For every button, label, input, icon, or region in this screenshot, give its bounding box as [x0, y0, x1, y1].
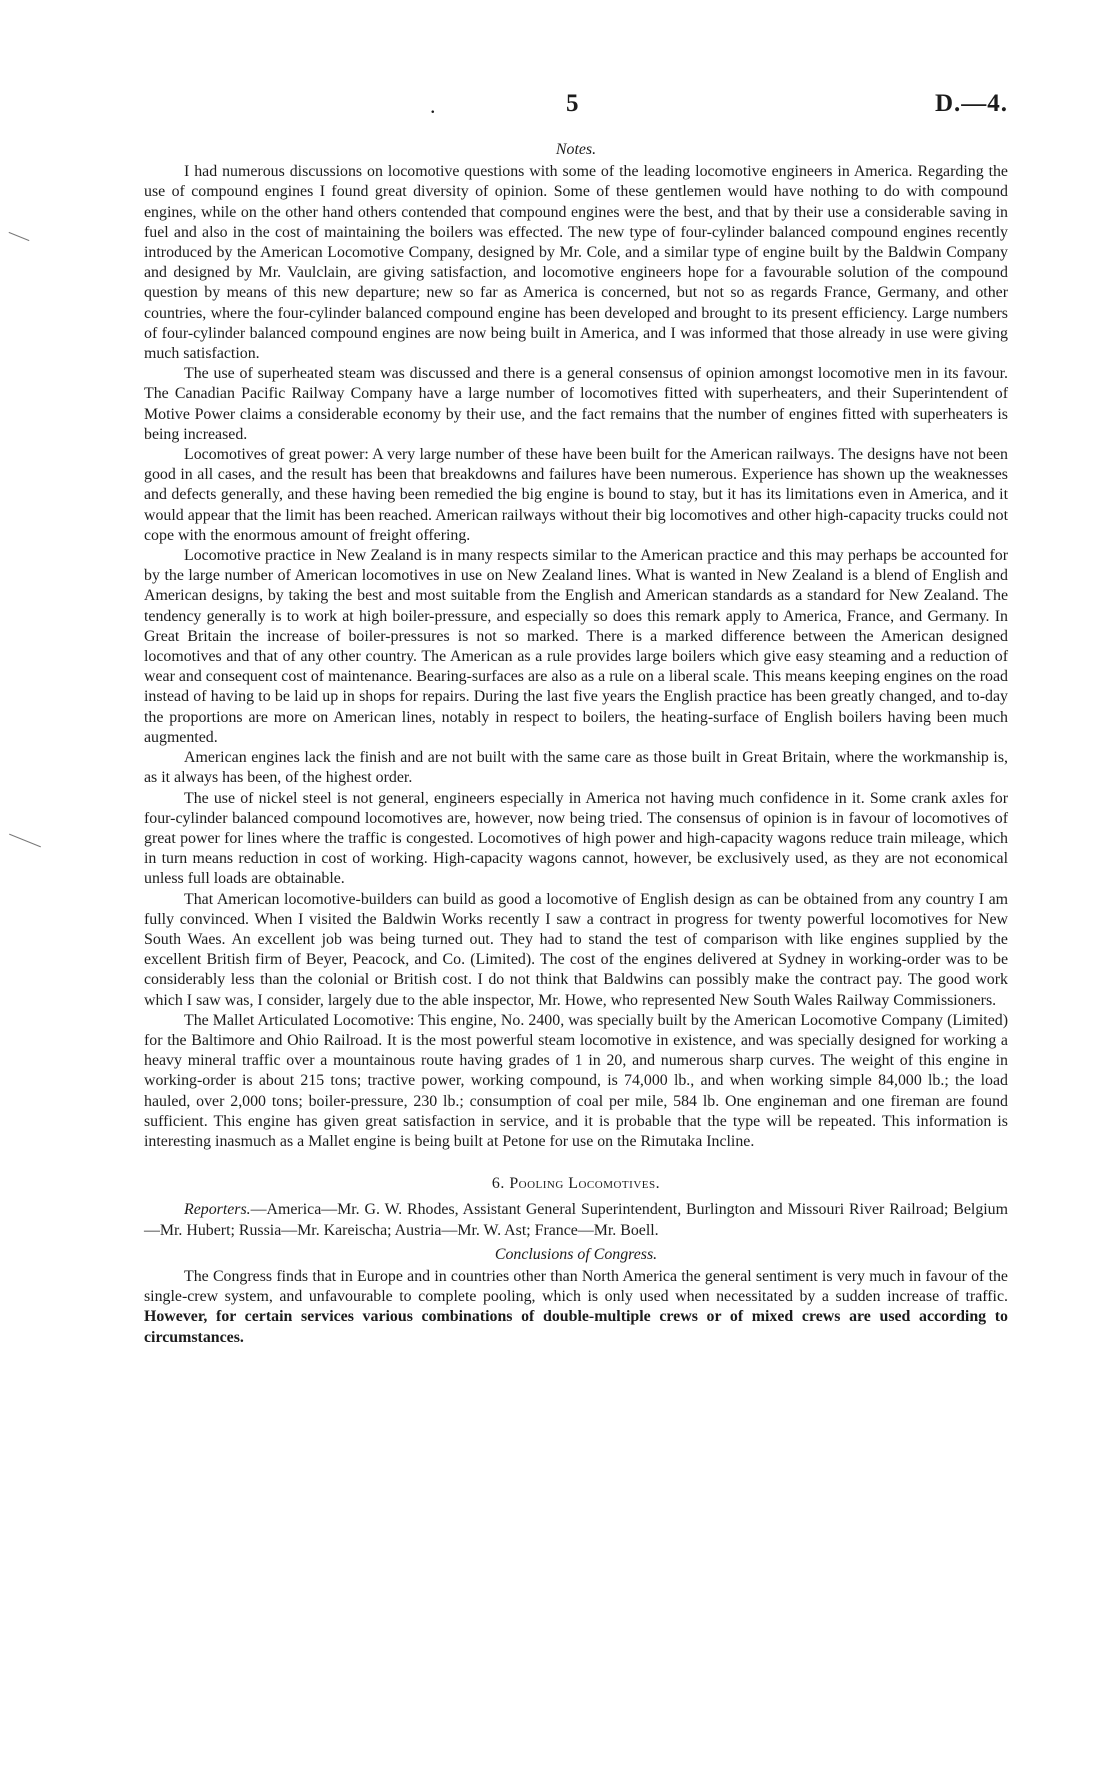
- paragraph: The use of nickel steel is not general, engineers especially in America not having much confidence in it. Some crank axles for four-cylinder balanced compound locomotives are, however, now being tried. The consensus of opinion is in favour of locomotives of great power for lines where the traffic is congested. Locomotives of high power and high-capacity wagons reduce train mileage, which in turn means reduction in cost of working. High-capacity wagons cannot, however, be exclusively used, as they are not economical unless full loads are obtainable.: [144, 789, 1008, 888]
- paragraph: American engines lack the finish and are not built with the same care as those built in Great Britain, where the workmanship is, as it always has been, of the highest order.: [144, 749, 1008, 787]
- paragraph: Locomotive practice in New Zealand is in many respects similar to the American practice and this may perhaps be accounted for by the large number of American locomotives in use on New Zealand lines. What is wanted in New Zealand is a blend of English and American designs, by taking the best and most suitable from the English and American standards as a standard for New Zealand. The tendency generally is to work at high boiler-pressure, and especially so does this remark apply to America, France, and Germany. In Great Britain the increase of boiler-pressures is not so marked. There is a marked difference between the American designed locomotives and that of any other country. The American as a rule provides large boilers which give easy steaming and a reduction of wear and consequent cost of maintenance. Bearing-surfaces are also as a rule on a liberal scale. This means keeping engines on the road instead of having to be laid up in shops for repairs. During the last five years the English practice has been greatly changed, and to-day the proportions are more on American lines, notably in respect to boilers, the heating-surface of English boilers having been much augmented.: [144, 547, 1008, 746]
- paragraph: Locomotives of great power: A very large number of these have been built for the American railways. The designs have not been good in all cases, and the result has been that breakdowns and failures have been numerous. Experience has shown up the weaknesses and defects generally, and these having been remedied the big engine is bound to stay, but it has its limitations even in America, and it would appear that the limit has been reached. American railways without their big locomotives and other high-capacity trucks could not cope with the enormous amount of freight offering.: [144, 446, 1008, 544]
- conclusions-heading: Conclusions of Congress.: [494, 1245, 658, 1263]
- conclusion-paragraph: [144, 1267, 1008, 1348]
- conclusion-text-part-a: The Congress finds that in Europe and in countries other than North America the general sentiment is very much in favour of the single-crew system, and unfavourable to complete pooling, which is only used when necessitated by a sudden increase of traffic.: [144, 1267, 1008, 1306]
- paragraph: I had numerous discussions on locomotive questions with some of the leading locomotive engineers in America. Regarding the use of compound engines I found great diversity of opinion. Some of these gentlemen would have nothing to do with compound engines, while on the other hand others contended that compound engines were the best, and that by their use a considerable saving in fuel and also in the cost of maintaining the boilers was effected. The new type of four-cylinder balanced compound engines recently introduced by the American Locomotive Company, designed by Mr. Cole, and a similar type of engine built by the Baldwin Company and designed by Mr. Vaulclain, are giving satisfaction, and locomotive engineers hope for a favourable solution of the compound question by means of this new departure; new so far as America is concerned, but not so as regards France, Germany, and other countries, where the four-cylinder balanced compound engine has been developed and brought to its present efficiency. Large numbers of four-cylinder balanced compound engines are now being built in America, and I was informed that those already in use were giving much satisfaction.: [144, 163, 1008, 363]
- document-body: [144, 140, 1008, 1348]
- paragraph: That American locomotive-builders can build as good a locomotive of English design as can be obtained from any country I am fully convinced. When I visited the Baldwin Works recently I saw a contract in progress for twenty powerful locomotives for New South Waes. An excellent job was being turned out. They had to stand the test of comparison with like engines supplied by the excellent British firm of Beyer, Peacock, and Co. (Limited). The cost of the engines delivered at Sydney in working-order was to be considerably less than the colonial or British cost. I do not think that Baldwins can possibly make the contract pay. The good work which I saw was, I consider, largely due to the able inspector, Mr. Howe, who represented New South Wales Railway Commissioners.: [144, 890, 1008, 1009]
- notes-heading: Notes.: [555, 141, 597, 158]
- reporters-label: Reporters.: [184, 1201, 251, 1219]
- stray-dot-mark: .: [430, 93, 436, 118]
- paragraph: The Mallet Articulated Locomotive: This engine, No. 2400, was specially built by the American Locomotive Company (Limited) for the Baltimore and Ohio Railroad. It is the most powerful steam locomotive in existence, and was specially designed for working a heavy mineral traffic over a mountainous route having grades of 1 in 20, and numerous sharp curves. The weight of this engine in working-order is about 215 tons; tractive power, working compound, is 74,000 lb., and when working simple 84,000 lb.; the load hauled, over 2,000 tons; boiler-pressure, 230 lb.; consumption of coal per mile, 584 lb. One engineman and one fireman are found sufficient. This engine has given great satisfaction in service, and it is probable that the type will be repeated. This information is interesting inasmuch as a Mallet engine is being built at Petone for use on the Rimutaka Incline.: [144, 1011, 1008, 1150]
- reporters-text: —America—Mr. G. W. Rhodes, Assistant General Superintendent, Burlington and Missouri River Railroad; Belgium—Mr. Hubert; Russia—Mr. Kareischa; Austria—Mr. W. Ast; France—Mr. Boell.: [144, 1201, 1008, 1239]
- margin-scratch-mark: [9, 232, 30, 241]
- page-number: 5: [566, 90, 579, 117]
- margin-scratch-mark: [9, 834, 41, 848]
- conclusion-text-part-b: However, for certain services various combinations of double-multiple crews or of mixed crews are used according to circumstances.: [144, 1308, 1008, 1346]
- reporters-paragraph: [144, 1200, 1008, 1240]
- paragraph: The use of superheated steam was discussed and there is a general consensus of opinion amongst locomotive men in its favour. The Canadian Pacific Railway Company have a large number of locomotives fitted with superheaters, and their Superintendent of Motive Power claims a considerable economy by their use, and the fact remains that the number of engines fitted with superheaters is being increased.: [144, 365, 1008, 443]
- paper-reference: D.—4.: [935, 90, 1009, 117]
- section-heading: 6. Pooling Locomotives.: [491, 1175, 661, 1193]
